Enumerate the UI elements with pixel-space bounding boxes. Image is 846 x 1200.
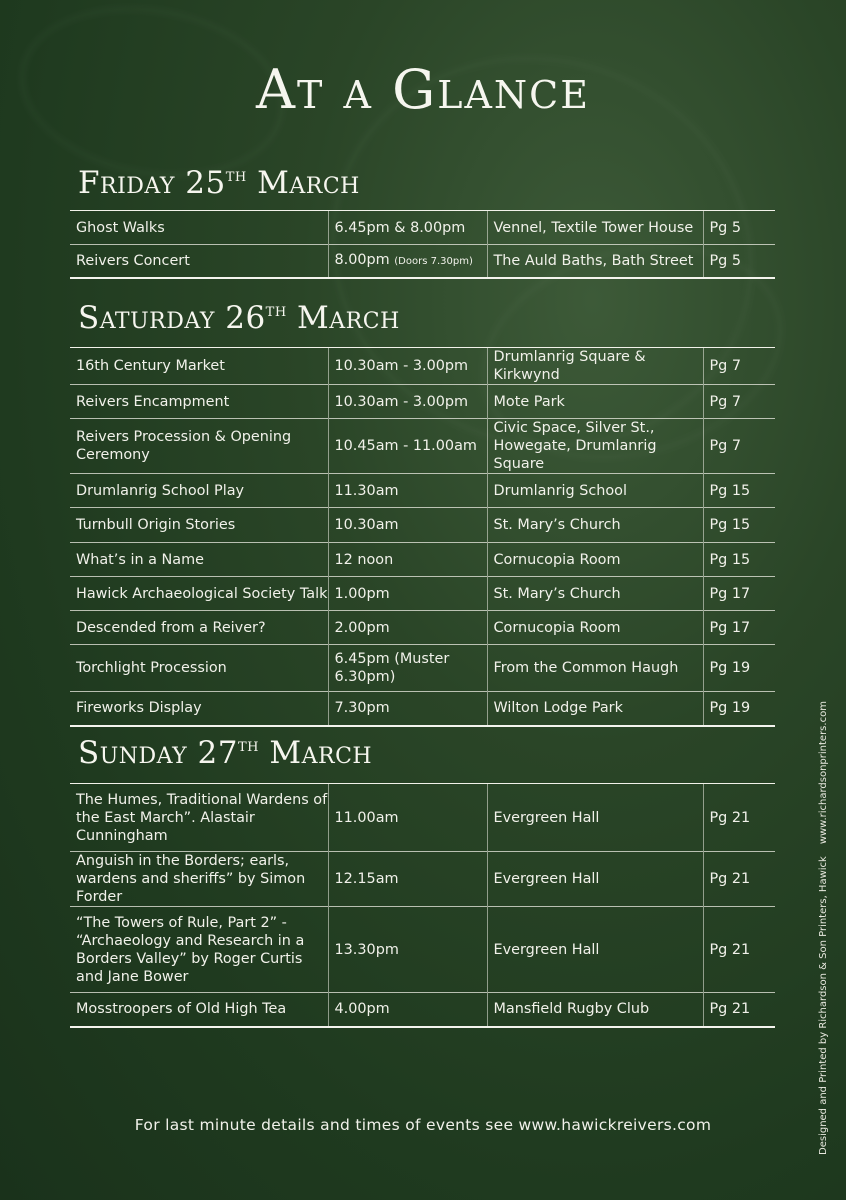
day-heading-friday: Friday 25th March: [78, 165, 360, 201]
event-venue: Cornucopia Room: [487, 543, 703, 577]
event-venue: Mote Park: [487, 385, 703, 419]
event-venue: Vennel, Textile Tower House: [487, 211, 703, 245]
table-row: [70, 784, 775, 852]
event-page: Pg 7: [703, 385, 775, 419]
event-page: Pg 5: [703, 211, 775, 245]
table-row: [70, 577, 775, 611]
event-time: 7.30pm: [328, 692, 487, 726]
event-venue: The Auld Baths, Bath Street: [487, 245, 703, 278]
event-venue: Mansfield Rugby Club: [487, 993, 703, 1027]
event-time: 12.15am: [328, 852, 487, 907]
event-time: 11.00am: [328, 784, 487, 852]
event-time: 6.45pm (Muster 6.30pm): [328, 645, 487, 692]
event-name: Mosstroopers of Old High Tea: [70, 993, 328, 1027]
event-page: Pg 21: [703, 907, 775, 993]
event-page: Pg 19: [703, 645, 775, 692]
event-page: Pg 5: [703, 245, 775, 278]
event-name: Hawick Archaeological Society Talk: [70, 577, 328, 611]
event-time: 2.00pm: [328, 611, 487, 645]
event-page: Pg 17: [703, 611, 775, 645]
event-name: Drumlanrig School Play: [70, 474, 328, 508]
table-row: [70, 907, 775, 993]
event-venue: Civic Space, Silver St., Howegate, Drumlanrig Square: [487, 419, 703, 474]
event-page: Pg 21: [703, 852, 775, 907]
event-venue: Evergreen Hall: [487, 852, 703, 907]
event-time: 13.30pm: [328, 907, 487, 993]
event-time: 4.00pm: [328, 993, 487, 1027]
printer-credit: [818, 701, 829, 1155]
table-row: [70, 611, 775, 645]
table-row: [70, 385, 775, 419]
event-time: 10.30am - 3.00pm: [328, 385, 487, 419]
event-time: 11.30am: [328, 474, 487, 508]
table-row: [70, 348, 775, 385]
event-venue: Evergreen Hall: [487, 907, 703, 993]
table-row: [70, 474, 775, 508]
table-row: [70, 692, 775, 726]
schedule-table-sunday: [70, 783, 775, 1028]
day-heading-saturday: Saturday 26th March: [78, 300, 400, 336]
event-venue: Drumlanrig School: [487, 474, 703, 508]
event-time: 10.45am - 11.00am: [328, 419, 487, 474]
doors-note: (Doors 7.30pm): [394, 255, 473, 267]
event-time: 10.30am: [328, 508, 487, 543]
event-venue: From the Common Haugh: [487, 645, 703, 692]
event-page: Pg 15: [703, 508, 775, 543]
event-page: Pg 7: [703, 419, 775, 474]
page-title: At a Glance: [256, 58, 590, 121]
table-row: [70, 211, 775, 245]
event-page: Pg 17: [703, 577, 775, 611]
event-name: What’s in a Name: [70, 543, 328, 577]
event-time: 1.00pm: [328, 577, 487, 611]
event-page: Pg 15: [703, 543, 775, 577]
event-page: Pg 15: [703, 474, 775, 508]
credit-text: Designed and Printed by Richardson & Son Printers, Hawick: [818, 856, 829, 1155]
footer-note: For last minute details and times of events see www.hawickreivers.com: [134, 1116, 712, 1134]
event-time: 12 noon: [328, 543, 487, 577]
event-time: 8.00pm (Doors 7.30pm): [328, 245, 487, 278]
table-row: [70, 543, 775, 577]
event-name: “The Towers of Rule, Part 2” - “Archaeology and Research in a Borders Valley” by Roger Curtis and Jane Bower: [70, 907, 328, 993]
day-heading-sunday: Sunday 27th March: [78, 735, 373, 771]
event-name: Torchlight Procession: [70, 645, 328, 692]
event-name: Descended from a Reiver?: [70, 611, 328, 645]
schedule-table-friday: [70, 210, 775, 279]
event-venue: Drumlanrig Square & Kirkwynd: [487, 348, 703, 385]
table-row: [70, 645, 775, 692]
table-row: [70, 419, 775, 474]
event-name: Ghost Walks: [70, 211, 328, 245]
table-row: [70, 852, 775, 907]
event-venue: St. Mary’s Church: [487, 508, 703, 543]
event-page: Pg 21: [703, 784, 775, 852]
event-venue: St. Mary’s Church: [487, 577, 703, 611]
event-page: Pg 7: [703, 348, 775, 385]
event-name: 16th Century Market: [70, 348, 328, 385]
event-name: Fireworks Display: [70, 692, 328, 726]
event-venue: Evergreen Hall: [487, 784, 703, 852]
schedule-table-saturday: [70, 347, 775, 727]
event-venue: Wilton Lodge Park: [487, 692, 703, 726]
table-row: [70, 993, 775, 1027]
event-venue: Cornucopia Room: [487, 611, 703, 645]
event-name: Turnbull Origin Stories: [70, 508, 328, 543]
event-time: 10.30am - 3.00pm: [328, 348, 487, 385]
table-row: [70, 245, 775, 278]
event-time: 6.45pm & 8.00pm: [328, 211, 487, 245]
table-row: [70, 508, 775, 543]
event-page: Pg 21: [703, 993, 775, 1027]
event-page: Pg 19: [703, 692, 775, 726]
event-name: The Humes, Traditional Wardens of the East March”. Alastair Cunningham: [70, 784, 328, 852]
credit-url: www.richardsonprinters.com: [818, 701, 829, 845]
event-name: Reivers Procession & Opening Ceremony: [70, 419, 328, 474]
event-name: Reivers Concert: [70, 245, 328, 278]
event-name: Anguish in the Borders; earls, wardens and sheriffs” by Simon Forder: [70, 852, 328, 907]
event-name: Reivers Encampment: [70, 385, 328, 419]
